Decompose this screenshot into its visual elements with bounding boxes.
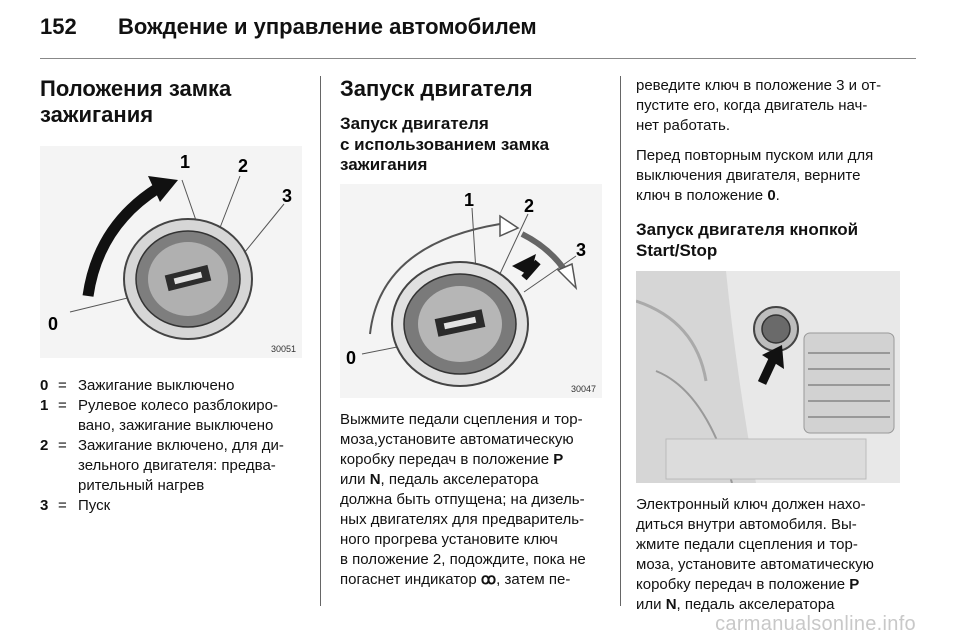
- column-divider-right: [620, 76, 621, 606]
- engine-start-figure: [340, 184, 602, 398]
- legend-item: 0 = Зажигание выключено: [40, 376, 235, 394]
- start-stop-dashboard-illustration: [636, 271, 900, 483]
- figure-label-1: 1: [464, 190, 475, 211]
- ignition-positions-legend: [40, 376, 305, 516]
- column-start-stop-button: [636, 76, 916, 615]
- engine-start-instructions: Выжмите педали сцепления и тор- моза,установите автоматическую коробку передач в положение P или N, педаль акселератора должна быть отпущена; на дизель- ных двигателях для предваритель- ного прогрева установите ключ в положение 2, подождите, пока не погаснет индикатор ꝏ, затем пе-: [340, 411, 586, 589]
- figure-label-3: 3: [282, 185, 293, 206]
- column-divider-left: [320, 76, 321, 606]
- figure-label-1: 1: [180, 151, 191, 172]
- continued-instructions: реведите ключ в положение 3 и от- пустите его, когда двигатель нач- нет работать.: [636, 77, 882, 134]
- restart-instructions: Перед повторным пуском или для выключения двигателя, верните ключ в положение 0.: [636, 147, 874, 204]
- column-ignition-positions: [40, 76, 305, 516]
- figure-code: 30051: [270, 343, 296, 354]
- column-engine-start: [340, 76, 605, 590]
- figure-label-2: 2: [238, 155, 249, 176]
- ignition-key-start-illustration: [340, 184, 602, 398]
- section-heading-ignition-positions: Положения замка зажигания: [40, 76, 232, 127]
- legend-item: 3 = Пуск: [40, 496, 111, 514]
- legend-item: 1 = Рулевое колесо разблокиро- вано, зажигание выключено: [40, 396, 278, 434]
- legend-item: 2 = Зажигание включено, для ди- зельного двигателя: предва- рительный нагрев: [40, 436, 284, 494]
- figure-label-0: 0: [346, 348, 357, 369]
- start-stop-button-figure: [636, 271, 900, 483]
- ignition-lock-illustration: [40, 146, 302, 358]
- page-number: 152: [40, 14, 77, 39]
- site-watermark: carmanualsonline.info: [715, 613, 916, 635]
- figure-label-2: 2: [524, 196, 535, 217]
- glow-plug-indicator-icon: ꝏ: [480, 571, 497, 589]
- header-rule: [40, 58, 916, 59]
- figure-label-0: 0: [48, 313, 59, 334]
- figure-code: 30047: [570, 384, 596, 395]
- start-stop-instructions: Электронный ключ должен нахо- диться внутри автомобиля. Вы- жмите педали сцепления и тор- моза, установите автоматическую коробку передач в положение P или N, педаль акселератора: [636, 496, 874, 614]
- subheading-start-with-ignition-lock: Запуск двигателя с использованием замка зажигания: [340, 113, 550, 175]
- ignition-lock-figure: [40, 146, 302, 358]
- subheading-start-stop-button: Запуск двигателя кнопкой Start/Stop: [636, 220, 859, 260]
- page-header-title: Вождение и управление автомобилем: [118, 14, 537, 39]
- section-heading-engine-start: Запуск двигателя: [340, 76, 533, 101]
- figure-label-3: 3: [576, 240, 587, 261]
